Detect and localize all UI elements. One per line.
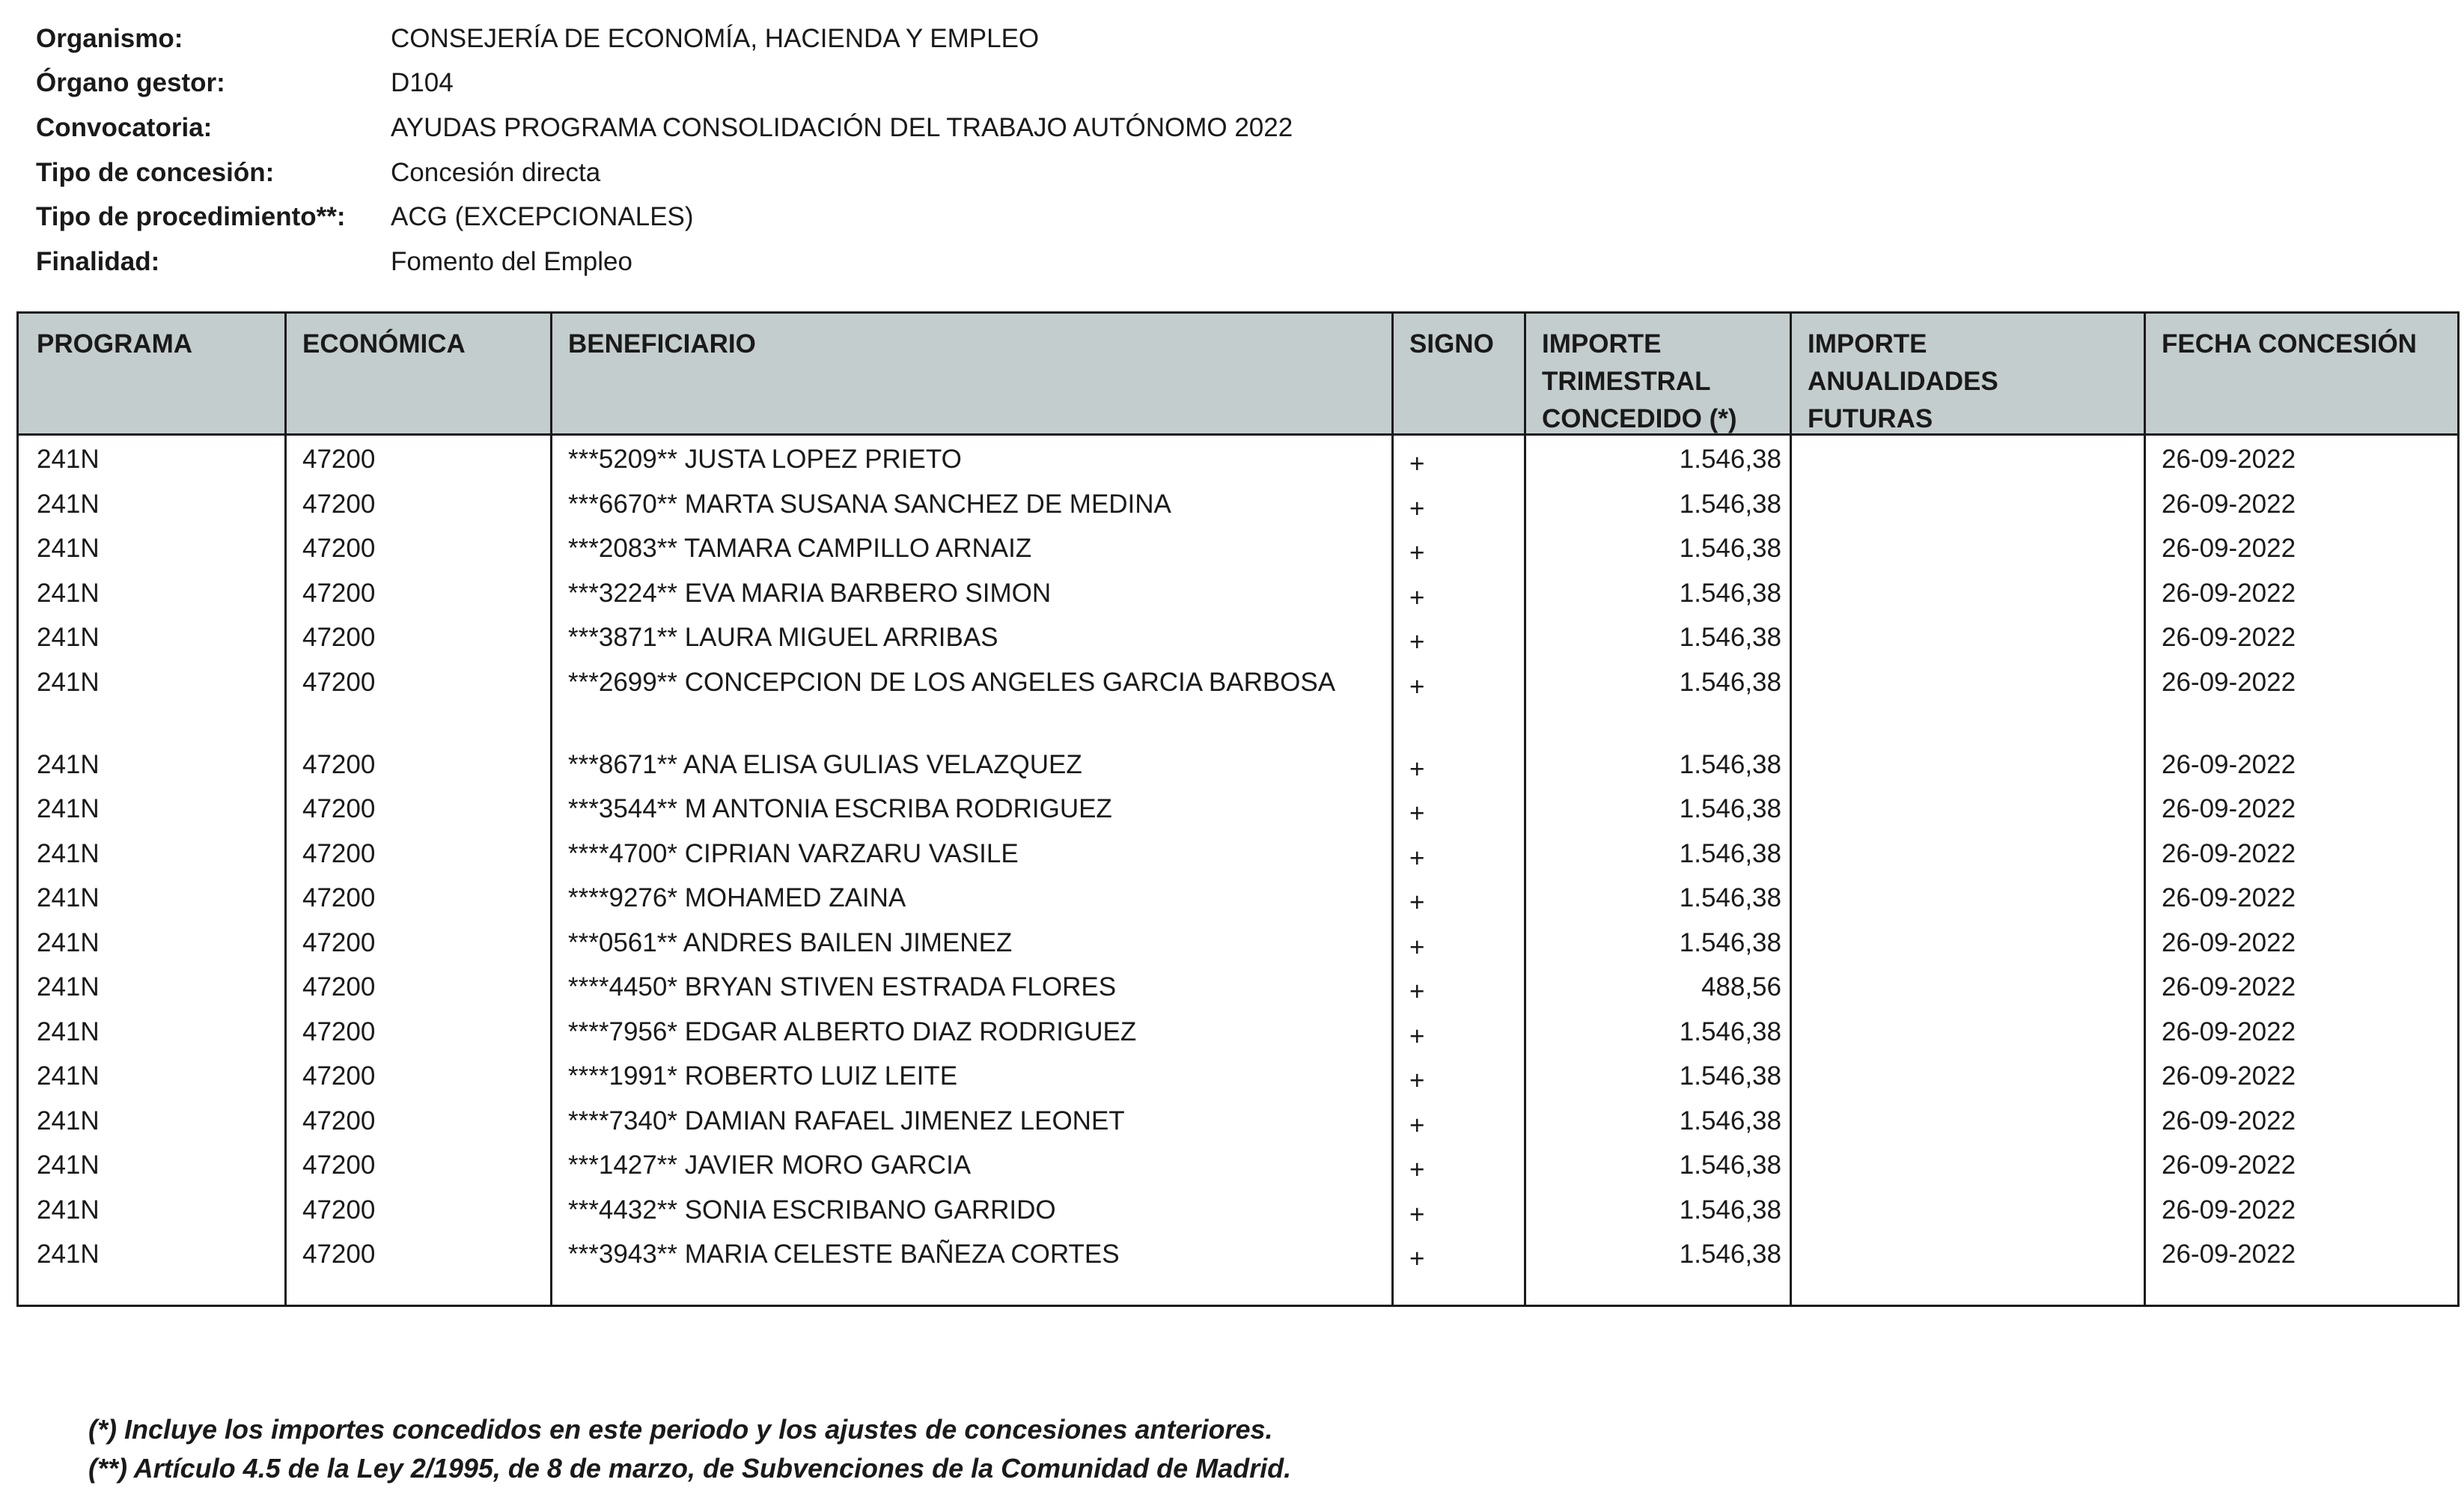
cell-signo: + (1409, 1244, 1425, 1273)
cell-economica: 47200 (302, 883, 376, 912)
cell-programa: 241N (37, 445, 100, 474)
header-beneficiario: BENEFICIARIO (568, 329, 756, 359)
cell-signo: + (1409, 799, 1425, 828)
cell-fecha-concesion: 26-09-2022 (2162, 489, 2296, 519)
cell-programa: 241N (37, 838, 100, 868)
meta-row-organismo (36, 16, 1293, 61)
cell-economica: 47200 (302, 749, 376, 779)
cell-fecha-concesion: 26-09-2022 (2162, 1150, 2296, 1180)
header-signo: SIGNO (1409, 329, 1494, 359)
cell-economica: 47200 (302, 972, 376, 1002)
table-row (19, 874, 2457, 919)
table-row (19, 1097, 2457, 1142)
cell-economica: 47200 (302, 489, 376, 519)
cell-programa: 241N (37, 794, 100, 823)
cell-beneficiario: ***6670** MARTA SUSANA SANCHEZ DE MEDINA (568, 489, 1171, 519)
cell-importe-trimestral: 1.546,38 (1679, 578, 1781, 608)
table-row (19, 1231, 2457, 1275)
cell-fecha-concesion: 26-09-2022 (2162, 534, 2296, 563)
cell-economica: 47200 (302, 667, 376, 697)
cell-signo: + (1409, 1021, 1425, 1051)
cell-fecha-concesion: 26-09-2022 (2162, 883, 2296, 912)
cell-importe-trimestral: 1.546,38 (1679, 1016, 1781, 1046)
table-row (19, 1141, 2457, 1186)
cell-signo: + (1409, 493, 1425, 523)
cell-importe-trimestral: 1.546,38 (1679, 927, 1781, 957)
cell-signo: + (1409, 449, 1425, 478)
cell-programa: 241N (37, 1061, 100, 1091)
table-row (19, 1008, 2457, 1053)
concessions-table (16, 311, 2460, 1307)
cell-fecha-concesion: 26-09-2022 (2162, 667, 2296, 697)
cell-beneficiario: ***2083** TAMARA CAMPILLO ARNAIZ (568, 534, 1032, 563)
cell-beneficiario: ***0561** ANDRES BAILEN JIMENEZ (568, 927, 1013, 957)
cell-importe-trimestral: 1.546,38 (1679, 489, 1781, 519)
table-row (19, 1052, 2457, 1097)
cell-signo: + (1409, 843, 1425, 873)
table-row (19, 741, 2457, 786)
cell-fecha-concesion: 26-09-2022 (2162, 1106, 2296, 1135)
cell-economica: 47200 (302, 794, 376, 823)
cell-beneficiario: ***3544** M ANTONIA ESCRIBA RODRIGUEZ (568, 794, 1112, 823)
cell-fecha-concesion: 26-09-2022 (2162, 1016, 2296, 1046)
table-row (19, 659, 2457, 741)
table-row (19, 614, 2457, 659)
cell-economica: 47200 (302, 1016, 376, 1046)
cell-signo: + (1409, 1155, 1425, 1184)
footnote-importe: (*) Incluye los importes concedidos en este periodo y los ajustes de concesiones anteriores. (88, 1414, 1273, 1445)
meta-label: Finalidad: (36, 246, 160, 276)
cell-signo: + (1409, 538, 1425, 567)
cell-fecha-concesion: 26-09-2022 (2162, 623, 2296, 652)
meta-row-convocatoria (36, 106, 1293, 150)
table-row (19, 963, 2457, 1008)
cell-fecha-concesion: 26-09-2022 (2162, 749, 2296, 779)
cell-fecha-concesion: 26-09-2022 (2162, 972, 2296, 1002)
meta-row-organo-gestor (36, 61, 1293, 106)
cell-beneficiario: ***3943** MARIA CELESTE BAÑEZA CORTES (568, 1240, 1120, 1269)
cell-beneficiario: ****4450* BRYAN STIVEN ESTRADA FLORES (568, 972, 1117, 1002)
cell-importe-trimestral: 1.546,38 (1679, 1106, 1781, 1135)
cell-beneficiario: ***8671** ANA ELISA GULIAS VELAZQUEZ (568, 749, 1082, 779)
cell-beneficiario: ***4432** SONIA ESCRIBANO GARRIDO (568, 1195, 1056, 1225)
meta-value: ACG (EXCEPCIONALES) (391, 202, 694, 232)
meta-value: AYUDAS PROGRAMA CONSOLIDACIÓN DEL TRABAJO AUTÓNOMO 2022 (391, 112, 1293, 142)
cell-importe-trimestral: 1.546,38 (1679, 445, 1781, 474)
cell-signo: + (1409, 888, 1425, 917)
cell-signo: + (1409, 671, 1425, 701)
cell-fecha-concesion: 26-09-2022 (2162, 927, 2296, 957)
cell-economica: 47200 (302, 578, 376, 608)
cell-importe-trimestral: 1.546,38 (1679, 623, 1781, 652)
cell-fecha-concesion: 26-09-2022 (2162, 445, 2296, 474)
cell-programa: 241N (37, 534, 100, 563)
cell-signo: + (1409, 932, 1425, 962)
table-row (19, 830, 2457, 875)
cell-economica: 47200 (302, 927, 376, 957)
table-row (19, 1186, 2457, 1231)
cell-programa: 241N (37, 1106, 100, 1135)
cell-beneficiario: ***2699** CONCEPCION DE LOS ANGELES GARCIA BARBOSA (568, 667, 1336, 697)
footnotes (88, 1410, 1291, 1488)
cell-programa: 241N (37, 623, 100, 652)
cell-programa: 241N (37, 927, 100, 957)
header-fecha-concesion: FECHA CONCESIÓN (2162, 329, 2417, 359)
cell-signo: + (1409, 627, 1425, 656)
cell-importe-trimestral: 1.546,38 (1679, 534, 1781, 563)
cell-importe-trimestral: 488,56 (1701, 972, 1781, 1002)
cell-economica: 47200 (302, 1195, 376, 1225)
cell-programa: 241N (37, 883, 100, 912)
cell-fecha-concesion: 26-09-2022 (2162, 578, 2296, 608)
cell-beneficiario: ***1427** JAVIER MORO GARCIA (568, 1150, 972, 1180)
table-body (19, 436, 2457, 1275)
cell-programa: 241N (37, 972, 100, 1002)
table-row (19, 436, 2457, 481)
meta-value: Fomento del Empleo (391, 246, 632, 276)
cell-programa: 241N (37, 1240, 100, 1269)
cell-economica: 47200 (302, 1106, 376, 1135)
cell-beneficiario: ***3871** LAURA MIGUEL ARRIBAS (568, 623, 998, 652)
table-row (19, 481, 2457, 525)
cell-signo: + (1409, 1110, 1425, 1140)
meta-row-tipo-procedimiento (36, 195, 1293, 240)
header-importe-trimestral: IMPORTE TRIMESTRAL CONCEDIDO (*) (1542, 329, 1737, 433)
cell-signo: + (1409, 977, 1425, 1006)
cell-economica: 47200 (302, 838, 376, 868)
cell-economica: 47200 (302, 1150, 376, 1180)
cell-fecha-concesion: 26-09-2022 (2162, 1240, 2296, 1269)
meta-label: Tipo de procedimiento**: (36, 202, 346, 232)
meta-value: CONSEJERÍA DE ECONOMÍA, HACIENDA Y EMPLEO (391, 23, 1040, 53)
cell-importe-trimestral: 1.546,38 (1679, 883, 1781, 912)
cell-importe-trimestral: 1.546,38 (1679, 838, 1781, 868)
cell-signo: + (1409, 582, 1425, 612)
header-programa: PROGRAMA (37, 329, 193, 359)
meta-label: Tipo de concesión: (36, 157, 275, 187)
cell-fecha-concesion: 26-09-2022 (2162, 1195, 2296, 1225)
cell-importe-trimestral: 1.546,38 (1679, 749, 1781, 779)
cell-signo: + (1409, 754, 1425, 784)
cell-importe-trimestral: 1.546,38 (1679, 1195, 1781, 1225)
cell-signo: + (1409, 1066, 1425, 1095)
meta-label: Convocatoria: (36, 112, 213, 142)
cell-beneficiario: ****7340* DAMIAN RAFAEL JIMENEZ LEONET (568, 1106, 1125, 1135)
table-header (19, 314, 2457, 436)
cell-importe-trimestral: 1.546,38 (1679, 1240, 1781, 1269)
cell-economica: 47200 (302, 1061, 376, 1091)
table-row (19, 785, 2457, 830)
cell-programa: 241N (37, 578, 100, 608)
table-row (19, 525, 2457, 570)
cell-beneficiario: ****7956* EDGAR ALBERTO DIAZ RODRIGUEZ (568, 1016, 1137, 1046)
meta-label: Organismo: (36, 23, 183, 53)
cell-fecha-concesion: 26-09-2022 (2162, 838, 2296, 868)
meta-value: Concesión directa (391, 157, 601, 187)
cell-economica: 47200 (302, 534, 376, 563)
cell-beneficiario: ***5209** JUSTA LOPEZ PRIETO (568, 445, 962, 474)
cell-importe-trimestral: 1.546,38 (1679, 1061, 1781, 1091)
meta-value: D104 (391, 68, 454, 98)
cell-programa: 241N (37, 1150, 100, 1180)
cell-programa: 241N (37, 489, 100, 519)
table-row (19, 919, 2457, 964)
cell-programa: 241N (37, 1195, 100, 1225)
header-importe-anualidades: IMPORTE ANUALIDADES FUTURAS (1808, 329, 1998, 433)
cell-economica: 47200 (302, 623, 376, 652)
cell-programa: 241N (37, 667, 100, 697)
cell-importe-trimestral: 1.546,38 (1679, 667, 1781, 697)
cell-beneficiario: ***3224** EVA MARIA BARBERO SIMON (568, 578, 1052, 608)
cell-fecha-concesion: 26-09-2022 (2162, 794, 2296, 823)
cell-beneficiario: ****9276* MOHAMED ZAINA (568, 883, 906, 912)
cell-programa: 241N (37, 749, 100, 779)
header-metadata (36, 16, 1293, 284)
cell-programa: 241N (37, 1016, 100, 1046)
meta-label: Órgano gestor: (36, 68, 225, 98)
cell-economica: 47200 (302, 1240, 376, 1269)
table-row (19, 570, 2457, 615)
cell-economica: 47200 (302, 445, 376, 474)
cell-importe-trimestral: 1.546,38 (1679, 1150, 1781, 1180)
meta-row-finalidad (36, 240, 1293, 284)
cell-fecha-concesion: 26-09-2022 (2162, 1061, 2296, 1091)
cell-beneficiario: ****4700* CIPRIAN VARZARU VASILE (568, 838, 1019, 868)
footnote-ley: (**) Artículo 4.5 de la Ley 2/1995, de 8 de marzo, de Subvenciones de la Comunidad de Madrid. (88, 1453, 1292, 1484)
meta-row-tipo-concesion (36, 150, 1293, 195)
cell-beneficiario: ****1991* ROBERTO LUIZ LEITE (568, 1061, 958, 1091)
cell-signo: + (1409, 1199, 1425, 1229)
cell-importe-trimestral: 1.546,38 (1679, 794, 1781, 823)
header-economica: ECONÓMICA (302, 329, 466, 359)
